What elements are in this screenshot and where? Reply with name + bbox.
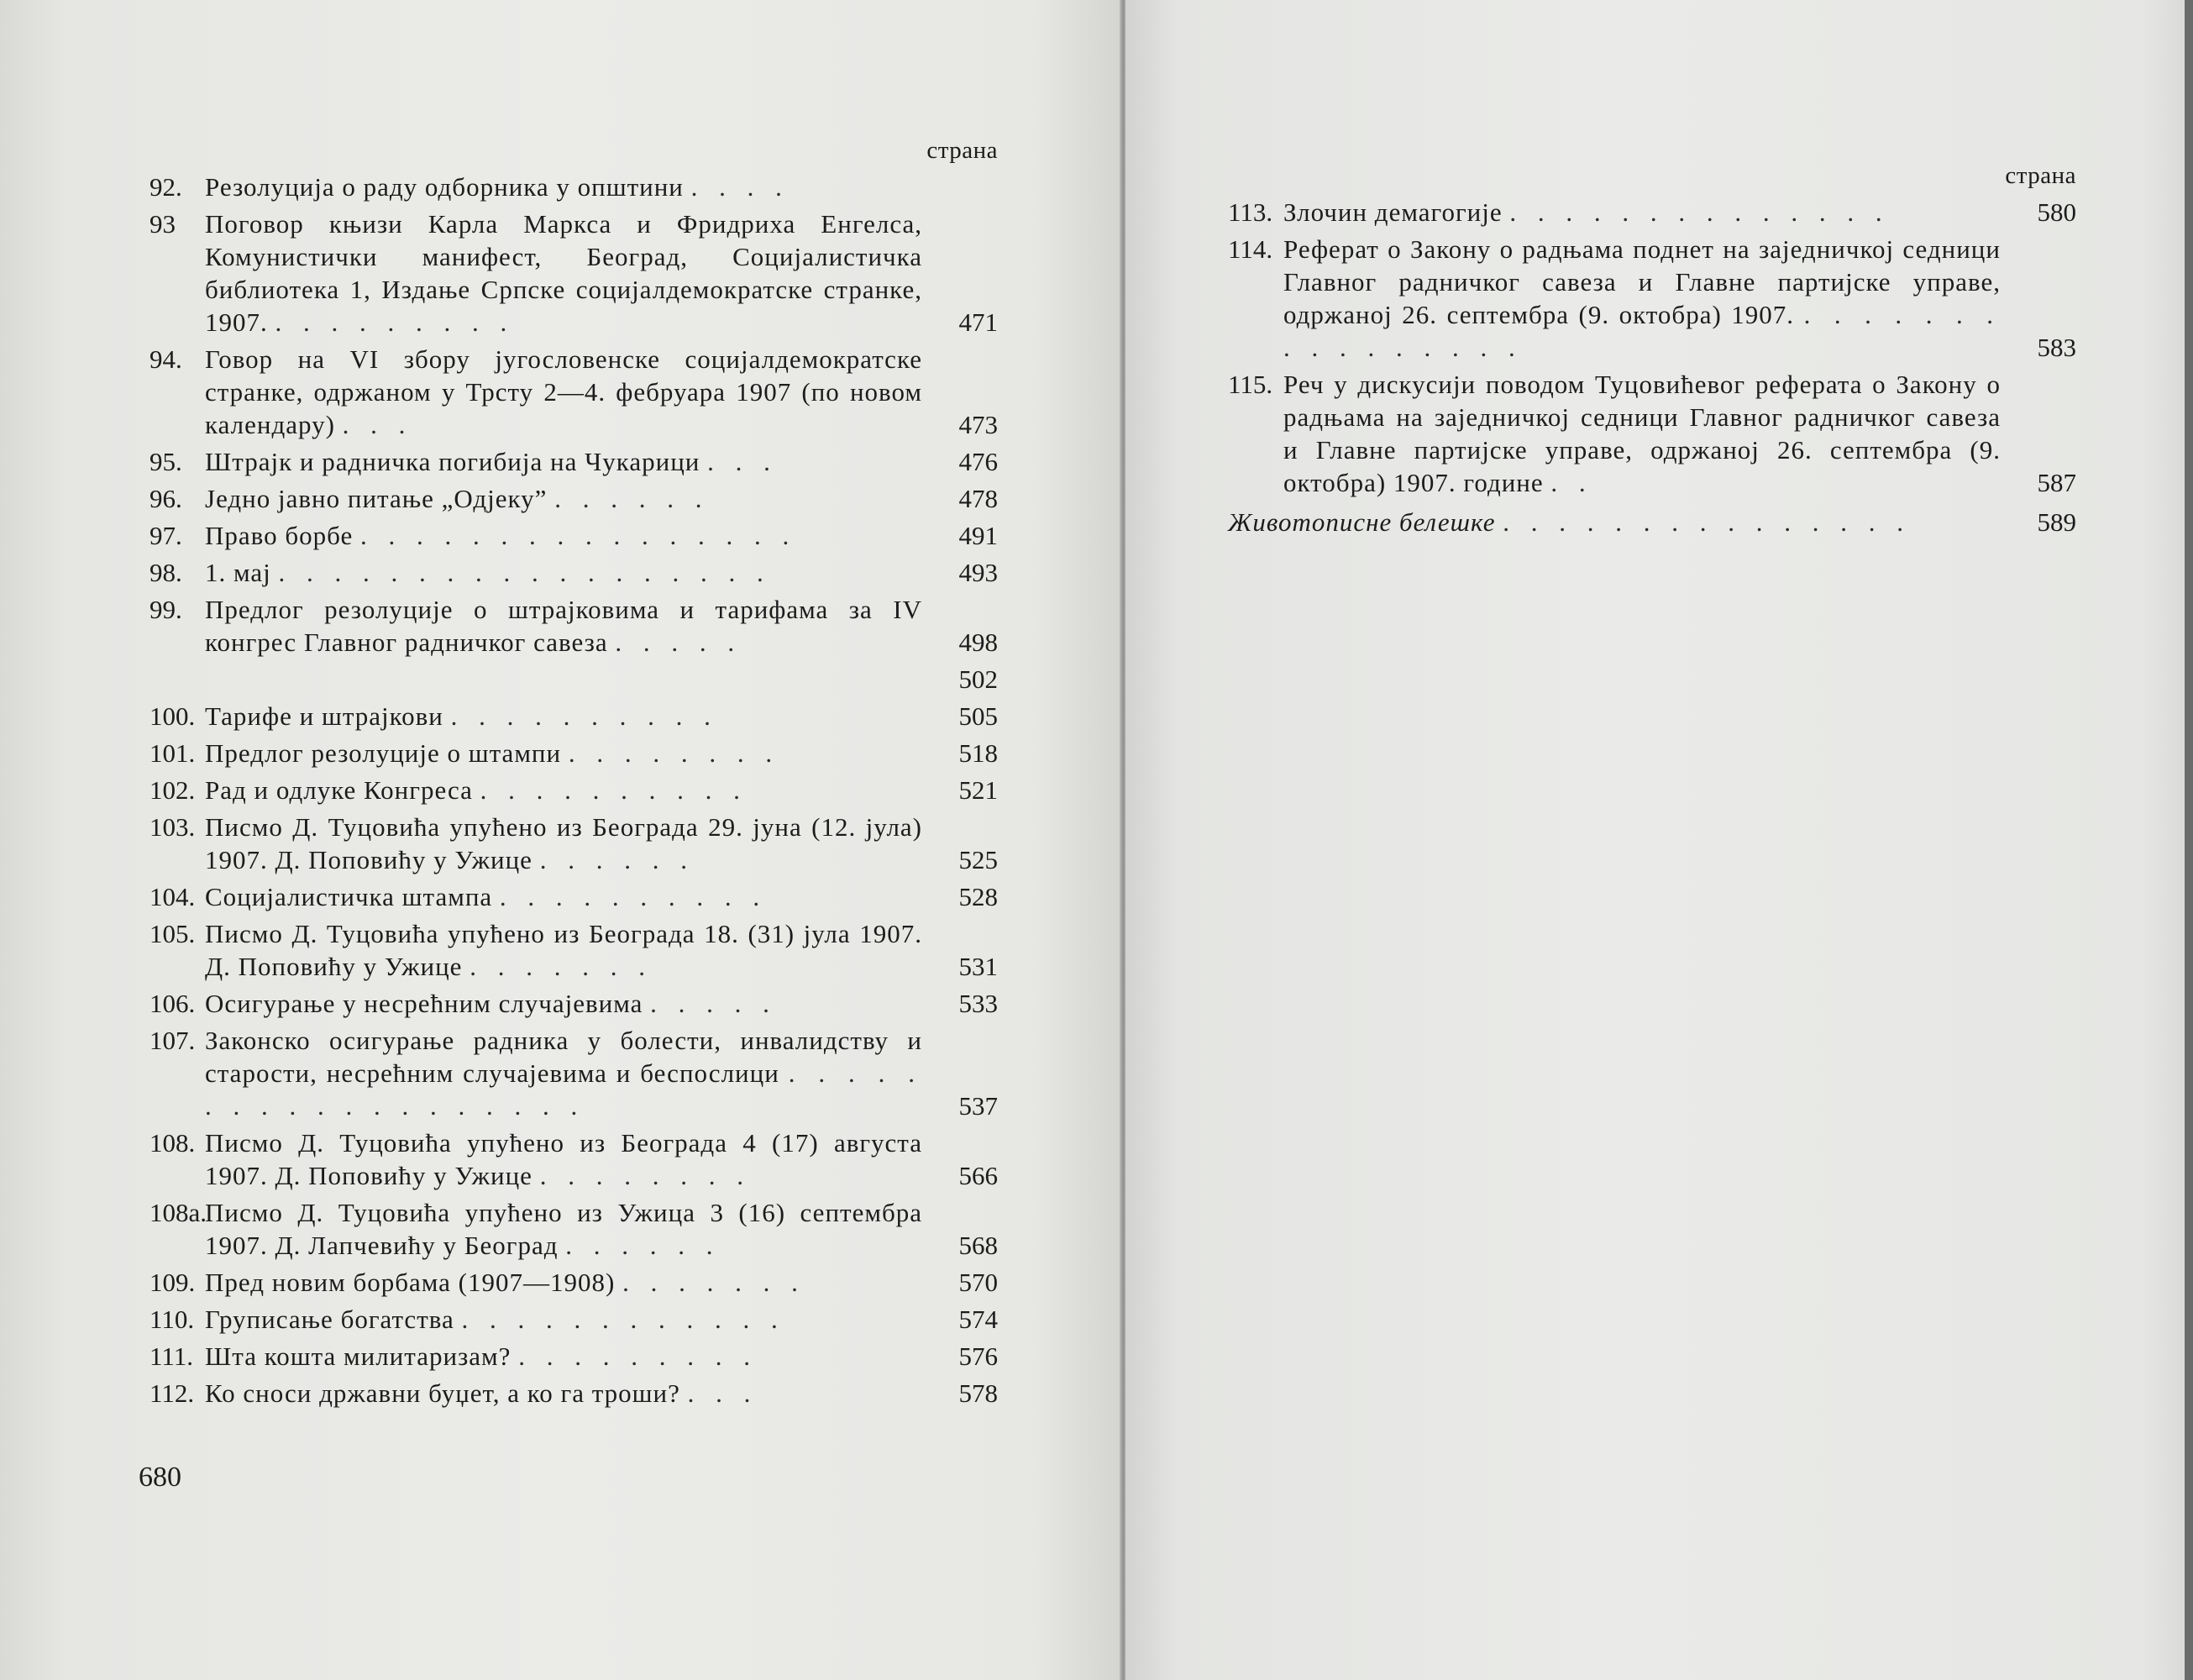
entry-page: 473 <box>958 410 998 439</box>
entry-title: Злочин демагогије <box>1283 197 1503 227</box>
toc-entry: 93 Поговор књизи Карла Маркса и Фридриха Енгелса, Комунистички манифест, Београд, Социјалистичка библиотека 1, Издање Српске социјалдемократске странке, 1907. . . . . . . . . . 471 <box>150 209 998 337</box>
entry-number: 104. <box>150 882 196 911</box>
entry-title: Пред новим борбама (1907—1908) <box>205 1268 616 1297</box>
toc-entry: 108. Писмо Д. Туцовића упућено из Београда 4 (17) августа 1907. Д. Поповићу у Ужице . . . . . . . . 566 <box>150 1128 998 1190</box>
toc-entry: 92. Резолуција о раду одборника у општини . . . . <box>150 172 790 202</box>
toc-entry: 100. Тарифе и штрајкови . . . . . . . . . . 505 <box>150 701 998 731</box>
entry-page: 505 <box>958 701 998 731</box>
entry-title: Рад и одлуке Конгреса <box>205 775 473 805</box>
entry-title: Писмо Д. Туцовића упућено из Београда 4 (17) августа 1907. Д. Поповићу у Ужице <box>205 1128 922 1190</box>
entry-page: 583 <box>2037 333 2076 362</box>
entry-title: Предлог резолуције о штрајковима и тарифама за IV конгрес Главног радничког савеза <box>205 595 922 657</box>
entry-page: 533 <box>958 989 998 1018</box>
entry-number: 95. <box>150 447 182 476</box>
toc-entry: 106. Осигурање у несрећним случајевима . . . . . 533 <box>150 989 998 1018</box>
right-page <box>1125 0 2193 1680</box>
entry-number: 110. <box>150 1305 195 1334</box>
entry-number: 111. <box>150 1341 193 1371</box>
entry-number: 98. <box>150 558 182 587</box>
toc-entry: 105. Писмо Д. Туцовића упућено из Београда 18. (31) јула 1907. Д. Поповићу у Ужице . . . . . . . 531 <box>150 919 998 981</box>
toc-entry: 111. Шта кошта милитаризам? . . . . . . . . . 576 <box>150 1341 998 1371</box>
toc-entry: 95. Штрајк и радничка погибија на Чукарици . . . 476 <box>150 447 998 476</box>
toc-entry: 103. Писмо Д. Туцовића упућено из Београда 29. јуна (12. јула) 1907. Д. Поповићу у Ужице . . . . . . 525 <box>150 812 998 874</box>
entry-number: 113. <box>1228 197 1273 227</box>
toc-left-column <box>150 134 998 1414</box>
page-column-header: страна <box>2005 162 2076 189</box>
entry-title: Груписање богатства <box>205 1305 454 1334</box>
page-column-header: страна <box>926 137 998 164</box>
toc-entry: 108а. Писмо Д. Туцовића упућено из Ужица 3 (16) септембра 1907. Д. Лапчевићу у Београд . . . . . . 568 <box>150 1198 998 1260</box>
entry-title: Поговор књизи Карла Маркса и Фридриха Енгелса, Комунистички манифест, Београд, Социјалистичка библиотека 1, Издање Српске социјалдемократске странке, 1907. <box>205 209 922 337</box>
entry-page: 518 <box>958 738 998 768</box>
entry-title: Писмо Д. Туцовића упућено из Београда 29. јуна (12. јула) 1907. Д. Поповићу у Ужице <box>205 812 922 874</box>
toc-entry: 104. Социјалистичка штампа . . . . . . . . . . 528 <box>150 882 998 911</box>
entry-page: 570 <box>958 1268 998 1297</box>
entry-page: 537 <box>958 1091 998 1121</box>
entry-number: 109. <box>150 1268 196 1297</box>
entry-page: 566 <box>958 1161 998 1190</box>
entry-page: 578 <box>958 1378 998 1408</box>
entry-number: 108а. <box>150 1198 207 1227</box>
entry-title: Реферат о Закону о радњама поднет на заједничкој седници Главног радничког савеза и Главне партијске управе, одржаној 26. септембра (9. октобра) 1907. <box>1283 234 2001 329</box>
entry-page: 478 <box>958 484 998 513</box>
entry-title: Писмо Д. Туцовића упућено из Ужица 3 (16) септембра 1907. Д. Лапчевићу у Београд <box>205 1198 922 1260</box>
entry-title: Законско осигурање радника у болести, инвалидству и старости, несрећним случајевима и беспослици <box>205 1026 922 1088</box>
toc-entry: 94. Говор на VI збору југословенске социјалдемократске странке, одржаном у Трсту 2—4. фебруара 1907 (по новом календару) . . . 473 <box>150 344 998 439</box>
entry-number: 103. <box>150 812 196 842</box>
entry-page: 525 <box>958 845 998 874</box>
entry-title: Говор на VI збору југословенске социјалдемократске странке, одржаном у Трсту 2—4. фебруара 1907 (по новом календару) <box>205 344 922 439</box>
entry-page: 491 <box>958 521 998 550</box>
toc-entry: 99. Предлог резолуције о штрајковима и тарифама за IV конгрес Главног радничког савеза . . . . . 498 <box>150 595 998 657</box>
page-number: 680 <box>139 1462 181 1493</box>
book-cover-edge <box>2185 0 2193 1680</box>
toc-entry: 98. 1. мај . . . . . . . . . . . . . . . . . . 493 <box>150 558 998 587</box>
entry-number: 115. <box>1228 370 1273 399</box>
entry-title: Ко сноси државни буџет, а ко га троши? <box>205 1378 680 1408</box>
entry-page: 580 <box>2037 197 2076 227</box>
toc-entry: 96. Једно јавно питање „Одјеку” . . . . . . 478 <box>150 484 998 513</box>
toc-right-column <box>1228 160 2076 543</box>
entry-title: Писмо Д. Туцовића упућено из Београда 18. (31) јула 1907. Д. Поповићу у Ужице <box>205 919 922 981</box>
entry-page: 498 <box>958 627 998 657</box>
entry-number: 97. <box>150 521 182 550</box>
entry-number: 107. <box>150 1026 196 1055</box>
entry-page: 587 <box>2037 468 2076 497</box>
entry-title: Реч у дискусији поводом Туцовићевог реферата о Закону о радњама на заједничкој седници Главног радничког савеза и Главне партијске управе, одржаној 26. септембра (9. октобра) 1907. године <box>1283 370 2001 497</box>
entry-title: Право борбе <box>205 521 354 550</box>
toc-entry: 114. Реферат о Закону о радњама поднет на заједничкој седници Главног радничког савеза и Главне партијске управе, одржаној 26. септембра (9. октобра) 1907. . . . . . . . . . . . . . . . . 583 <box>1228 234 2076 362</box>
entry-page: 471 <box>958 307 998 337</box>
entry-number: 101. <box>150 738 196 768</box>
entry-number: 108. <box>150 1128 196 1158</box>
entry-page: 476 <box>958 447 998 476</box>
entry-title: 1. мај <box>205 558 271 587</box>
entry-number: 105. <box>150 919 196 948</box>
entry-title: Животописне белешке <box>1228 507 1496 537</box>
toc-entry: 107. Законско осигурање радника у болести, инвалидству и старости, несрећним случајевима и беспослици . . . . . . . . . . . . . . . . . . . 537 <box>150 1026 998 1121</box>
entry-title: Штрајк и радничка погибија на Чукарици <box>205 447 700 476</box>
entry-number: 99. <box>150 595 182 624</box>
toc-entry: 112. Ко сноси државни буџет, а ко га троши? . . . 578 <box>150 1378 998 1408</box>
toc-entry: 102. Рад и одлуке Конгреса . . . . . . . . . . 521 <box>150 775 998 805</box>
toc-entry: 97. Право борбе . . . . . . . . . . . . . . . . 491 <box>150 521 998 550</box>
entry-page: 528 <box>958 882 998 911</box>
entry-title: Предлог резолуције о штампи <box>205 738 562 768</box>
toc-entry-appendix: Животописне белешке . . . . . . . . . . . . . . . 589 <box>1228 507 2076 537</box>
entry-number: 102. <box>150 775 196 805</box>
entry-title: Једно јавно питање „Одјеку” <box>205 484 548 513</box>
entry-number: 96. <box>150 484 182 513</box>
entry-page: 521 <box>958 775 998 805</box>
entry-number: 94. <box>150 344 182 374</box>
entry-title: Тарифе и штрајкови <box>205 701 443 731</box>
entry-page: 502 <box>958 664 998 694</box>
entry-title: Социјалистичка штампа <box>205 882 493 911</box>
toc-entry: 109. Пред новим борбама (1907—1908) . . . . . . . 570 <box>150 1268 998 1297</box>
entry-page: 589 <box>2037 507 2076 537</box>
entry-number: 114. <box>1228 234 1273 264</box>
entry-number: 106. <box>150 989 196 1018</box>
entry-page: 574 <box>958 1305 998 1334</box>
entry-page: 531 <box>958 952 998 981</box>
entry-number: 112. <box>150 1378 195 1408</box>
toc-entry <box>150 663 998 696</box>
entry-page: 576 <box>958 1341 998 1371</box>
toc-entry: 115. Реч у дискусији поводом Туцовићевог реферата о Закону о радњама на заједничкој седници Главног радничког савеза и Главне партијске управе, одржаној 26. септембра (9. октобра) 1907. године . . 587 <box>1228 370 2076 497</box>
entry-page: 493 <box>958 558 998 587</box>
entry-title: Осигурање у несрећним случајевима <box>205 989 643 1018</box>
entry-number: 100. <box>150 701 196 731</box>
entry-page: 568 <box>958 1231 998 1260</box>
toc-entry: 113. Злочин демагогије . . . . . . . . . . . . . . 580 <box>1228 197 2076 227</box>
toc-entry: 101. Предлог резолуције о штампи . . . . . . . . 518 <box>150 738 998 768</box>
entry-title: Шта кошта милитаризам? <box>205 1341 512 1371</box>
entry-number: 92. <box>150 172 182 202</box>
entry-number: 93 <box>150 209 176 239</box>
toc-entry: 110. Груписање богатства . . . . . . . . . . . . 574 <box>150 1305 998 1334</box>
entry-title: Резолуција о раду одборника у општини <box>205 172 684 202</box>
